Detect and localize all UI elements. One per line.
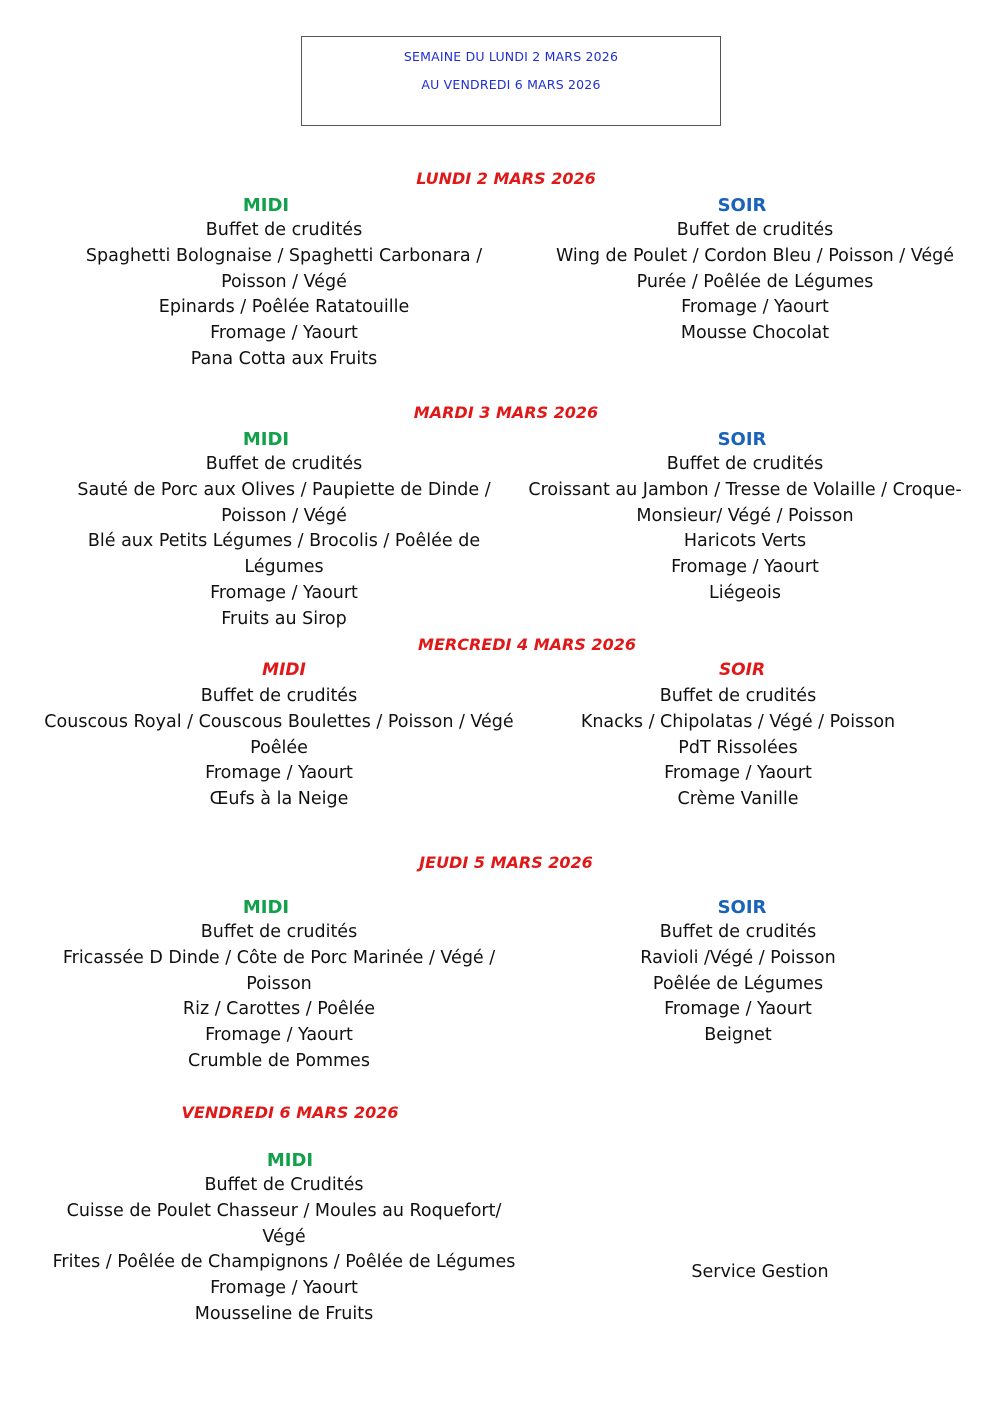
midi-heading-mercredi: MIDI [262,660,306,680]
menu-item: Buffet de crudités [205,454,363,474]
menu-item: Mousseline de Fruits [194,1303,374,1324]
midi-menu-mardi [77,452,490,633]
midi-heading-jeudi: MIDI [242,897,290,918]
menu-item: Poisson [246,973,312,994]
menu-item: Frites / Poêlée de Champignons / Poêlée de Légumes [52,1252,516,1273]
menu-item: Knacks / Chipolatas / Végé / Poisson [580,711,896,732]
menu-item: Fromage / Yaourt [210,582,358,603]
midi-heading-lundi: MIDI [242,195,290,216]
menu-item: Buffet de crudités [200,922,358,942]
menu-item: Liégeois [709,582,781,603]
menu-item: Fromage / Yaourt [671,557,819,578]
week-header-line-2: AU VENDREDI 6 MARS 2026 [421,77,601,92]
menu-item: Buffet de Crudités [204,1175,364,1195]
soir-heading-lundi: SOIR [717,195,767,216]
menu-item: Pana Cotta aux Fruits [190,348,378,369]
midi-menu-lundi [86,218,482,373]
menu-item: Wing de Poulet / Cordon Bleu / Poisson / Végé [555,245,955,266]
menu-item: Fromage / Yaourt [664,763,812,784]
service-gestion-signature: Service Gestion [691,1262,829,1282]
soir-heading-jeudi: SOIR [717,897,767,918]
menu-item: Fromage / Yaourt [664,999,812,1020]
menu-item: Beignet [704,1025,772,1046]
menu-item: Fricassée D Dinde / Côte de Porc Marinée / Végé / [62,947,496,968]
day-title-mercredi: MERCREDI 4 MARS 2026 [418,635,636,654]
menu-item: Crème Vanille [677,789,799,810]
midi-heading-vendredi: MIDI [266,1150,314,1171]
day-title-lundi: LUNDI 2 MARS 2026 [416,169,596,188]
menu-item: Buffet de crudités [666,454,824,474]
day-title-mardi: MARDI 3 MARS 2026 [413,403,599,422]
midi-menu-vendredi [53,1173,516,1328]
week-header-line-1: SEMAINE DU LUNDI 2 MARS 2026 [403,49,619,64]
soir-menu-mercredi [581,684,895,813]
menu-item: Sauté de Porc aux Olives / Paupiette de Dinde / [77,479,491,500]
menu-item: Œufs à la Neige [209,789,349,810]
soir-heading-mardi: SOIR [717,429,767,450]
menu-item: Monsieur/ Végé / Poisson [636,505,854,526]
menu-item: Buffet de crudités [200,686,358,706]
midi-heading-mardi: MIDI [242,429,290,450]
menu-item: Cuisse de Poulet Chasseur / Moules au Roquefort/ [66,1200,502,1221]
menu-item: Buffet de crudités [659,686,817,706]
midi-menu-mercredi [44,684,513,813]
menu-item: Fruits au Sirop [221,608,347,629]
menu-item: Mousse Chocolat [680,323,830,344]
menu-item: Buffet de crudités [659,922,817,942]
menu-item: Couscous Royal / Couscous Boulettes / Poisson / Végé [44,711,514,732]
menu-item: Buffet de crudités [676,220,834,240]
menu-item: Fromage / Yaourt [681,297,829,318]
menu-item: PdT Rissolées [678,737,798,758]
menu-item: Croissant au Jambon / Tresse de Volaille / Croque- [528,479,962,500]
menu-item: Poisson / Végé [221,505,347,526]
menu-item: Crumble de Pommes [188,1050,370,1071]
soir-menu-lundi [556,218,954,347]
soir-heading-mercredi: SOIR [718,660,766,680]
menu-item: Spaghetti Bolognaise / Spaghetti Carbonara / [85,245,483,266]
menu-item: Végé [262,1226,306,1247]
menu-item: Poisson / Végé [221,271,347,292]
menu-item: Fromage / Yaourt [205,1025,353,1046]
day-title-vendredi: VENDREDI 6 MARS 2026 [181,1103,399,1122]
menu-item: Epinards / Poêlée Ratatouille [158,297,410,318]
menu-item: Fromage / Yaourt [210,1278,358,1299]
soir-menu-mardi [528,452,961,607]
menu-item: Ravioli /Végé / Poisson [640,947,836,968]
menu-item: Fromage / Yaourt [210,323,358,344]
menu-item: Légumes [244,557,324,578]
menu-item: Fromage / Yaourt [205,763,353,784]
soir-menu-jeudi [640,920,835,1049]
day-title-jeudi: JEUDI 5 MARS 2026 [419,853,593,872]
week-header-box [301,36,721,126]
menu-item: Purée / Poêlée de Légumes [636,271,874,292]
menu-item: Blé aux Petits Légumes / Brocolis / Poêlée de [87,531,481,552]
menu-item: Poêlée de Légumes [652,973,824,994]
menu-item: Haricots Verts [683,531,807,552]
menu-item: Buffet de crudités [205,220,363,240]
midi-menu-jeudi [63,920,495,1075]
menu-item: Poêlée [250,737,308,758]
menu-item: Riz / Carottes / Poêlée [182,999,376,1020]
